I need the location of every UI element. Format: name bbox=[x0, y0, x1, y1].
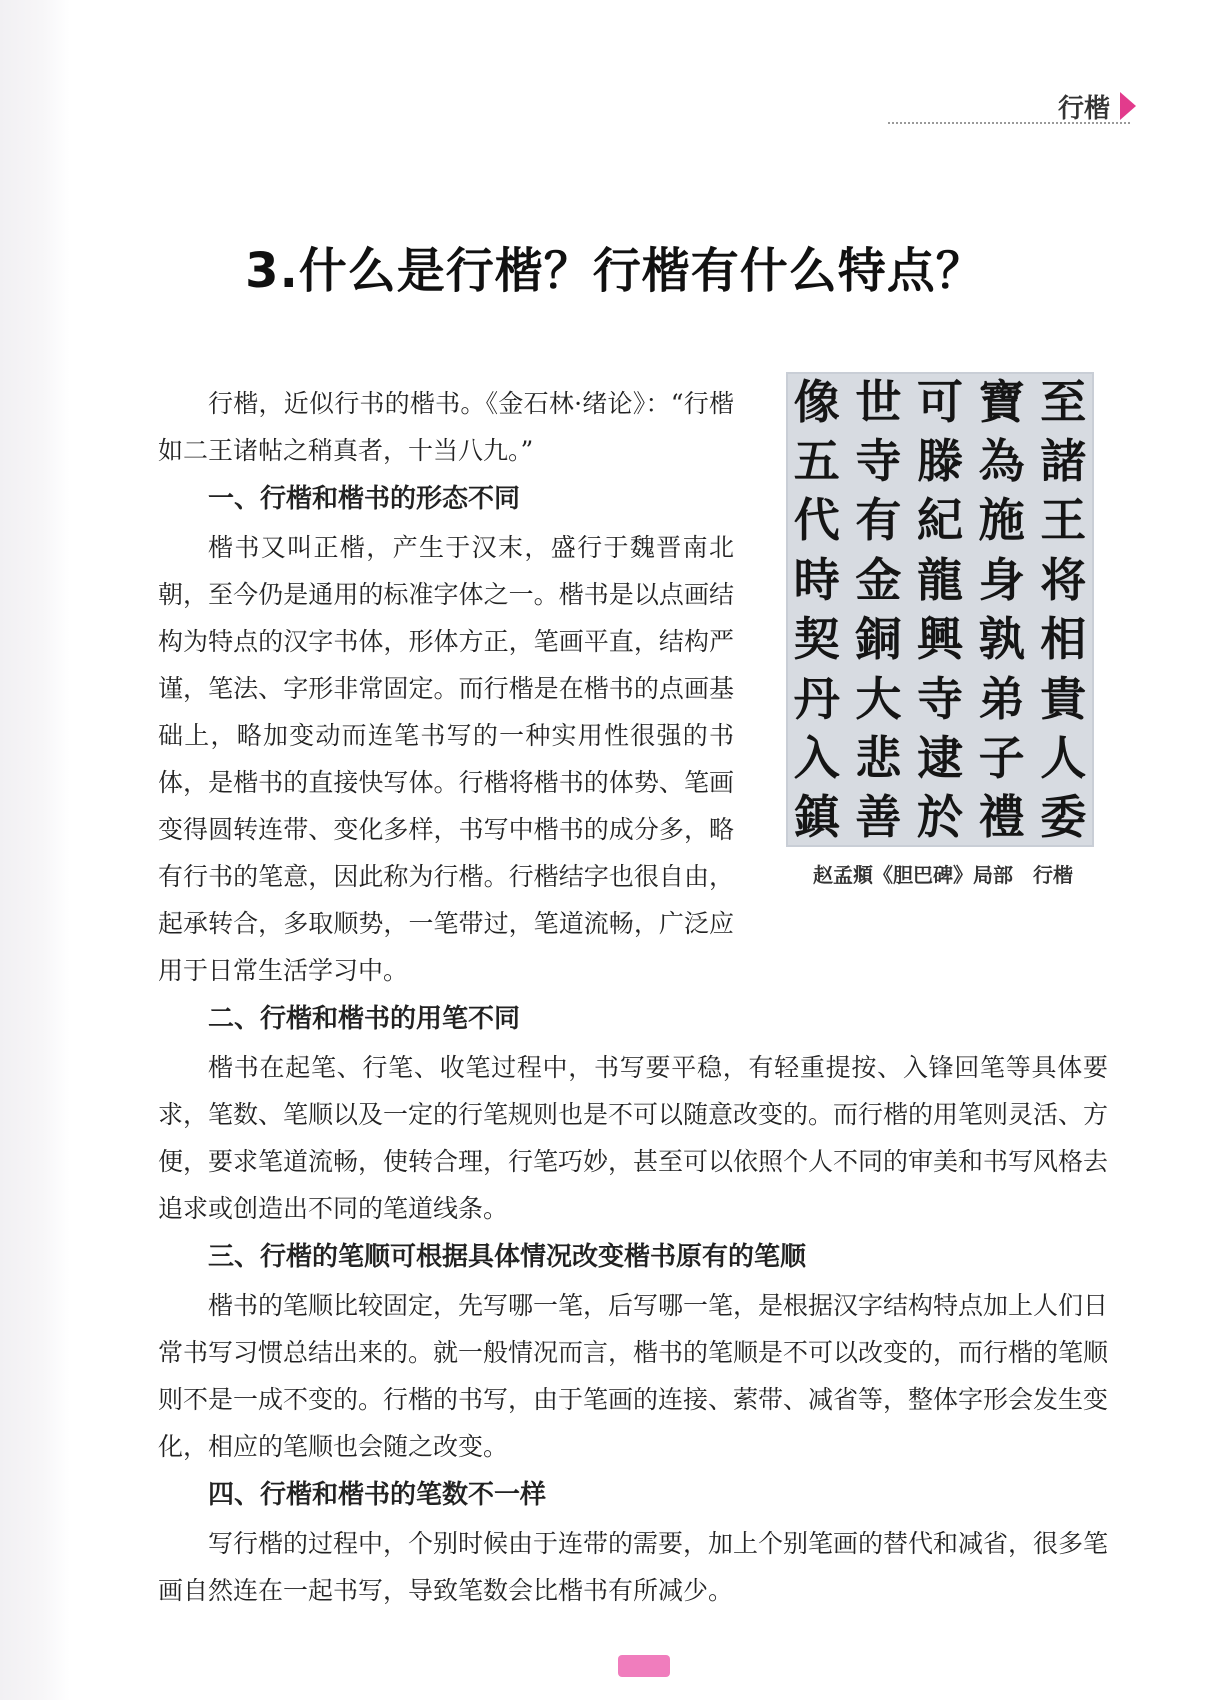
rubbing-character: 貴 bbox=[1040, 671, 1087, 726]
rubbing-character: 孰 bbox=[978, 612, 1025, 667]
rubbing-character: 龍 bbox=[916, 552, 963, 607]
figure-caption: 赵孟頫《胆巴碑》局部 行楷 bbox=[813, 863, 1073, 887]
section-heading: 三、行楷的笔顺可根据具体情况改变楷书原有的笔顺 bbox=[208, 1242, 807, 1272]
rubbing-character: 於 bbox=[916, 790, 963, 845]
section-heading: 二、行楷和楷书的用笔不同 bbox=[208, 1004, 521, 1034]
rubbing-character: 世 bbox=[855, 374, 902, 429]
rubbing-character: 寶 bbox=[978, 374, 1025, 429]
rubbing-character: 弟 bbox=[978, 671, 1025, 726]
rubbing-character: 寺 bbox=[916, 671, 963, 726]
rubbing-character: 時 bbox=[793, 552, 840, 607]
rubbing-character: 可 bbox=[916, 374, 963, 429]
rubbing-character: 施 bbox=[978, 493, 1025, 548]
rubbing-character: 身 bbox=[978, 552, 1025, 607]
rubbing-character: 逮 bbox=[916, 730, 963, 785]
rubbing-character: 諸 bbox=[1040, 434, 1087, 489]
rubbing-character: 有 bbox=[855, 493, 902, 548]
rubbing-character: 入 bbox=[793, 730, 840, 785]
rubbing-character: 大 bbox=[855, 671, 902, 726]
rubbing-character: 契 bbox=[793, 612, 840, 667]
rubbing-character: 王 bbox=[1040, 493, 1087, 548]
rubbing-character: 将 bbox=[1040, 552, 1087, 607]
rubbing-character: 禮 bbox=[978, 790, 1025, 845]
rubbing-character: 至 bbox=[1040, 374, 1087, 429]
rubbing-character: 善 bbox=[855, 790, 902, 845]
rubbing-character: 金 bbox=[855, 552, 902, 607]
section-heading: 四、行楷和楷书的笔数不一样 bbox=[208, 1480, 547, 1510]
rubbing-character: 興 bbox=[916, 612, 963, 667]
rubbing-character: 丹 bbox=[793, 671, 840, 726]
rubbing-character: 悲 bbox=[855, 730, 902, 785]
rubbing-character: 為 bbox=[978, 434, 1025, 489]
calligraphy-figure bbox=[778, 372, 1108, 887]
section-paragraph: 楷书的笔顺比较固定，先写哪一笔，后写哪一笔，是根据汉字结构特点加上人们日常书写习惯总结出来的。就一般情况而言，楷书的笔顺是不可以改变的，而行楷的笔顺则不是一成不变的。行楷的书写，由于笔画的连接、萦带、减省等，整体字形会发生变化，相应的笔顺也会随之改变。 bbox=[158, 1291, 1109, 1461]
rubbing-character: 人 bbox=[1040, 730, 1087, 785]
rubbing-character: 五 bbox=[793, 434, 840, 489]
intro-paragraph: 行楷，近似行书的楷书。《金石林·绪论》：“行楷如二王诸帖之稍真者，十当八九。” bbox=[158, 389, 734, 465]
rubbing-character: 寺 bbox=[855, 434, 902, 489]
rubbing-character: 鎮 bbox=[793, 790, 840, 845]
section-paragraph: 写行楷的过程中，个别时候由于连带的需要，加上个别笔画的替代和减省，很多笔画自然连在一起书写，导致笔数会比楷书有所减少。 bbox=[158, 1529, 1109, 1605]
rubbing-character: 委 bbox=[1040, 790, 1087, 845]
rubbing-character: 銅 bbox=[855, 612, 902, 667]
calligraphy-rubbing-image bbox=[786, 372, 1094, 847]
rubbing-character: 相 bbox=[1040, 612, 1087, 667]
chevron-right-icon bbox=[1120, 92, 1136, 120]
section-paragraph: 楷书在起笔、行笔、收笔过程中，书写要平稳，有轻重提按、入锋回笔等具体要求，笔数、笔顺以及一定的行笔规则也是不可以随意改变的。而行楷的用笔则灵活、方便，要求笔道流畅，使转合理，行笔巧妙，甚至可以依照个人不同的审美和书写风格去追求或创造出不同的笔道线条。 bbox=[158, 1053, 1109, 1223]
header-divider bbox=[888, 122, 1130, 124]
page-title: 3.什么是行楷？行楷有什么特点？ bbox=[245, 243, 985, 299]
page-number-tab bbox=[618, 1655, 670, 1677]
article-body bbox=[158, 374, 1109, 1614]
rubbing-character: 紀 bbox=[916, 493, 963, 548]
rubbing-character: 像 bbox=[793, 374, 840, 429]
section-heading: 一、行楷和楷书的形态不同 bbox=[208, 484, 521, 514]
rubbing-character: 滕 bbox=[916, 434, 963, 489]
running-header: 行楷 bbox=[1057, 94, 1110, 124]
section-paragraph: 楷书又叫正楷，产生于汉末，盛行于魏晋南北朝，至今仍是通用的标准字体之一。楷书是以点画结构为特点的汉字书体，形体方正，笔画平直，结构严谨，笔法、字形非常固定。而行楷是在楷书的点画基础上，略加变动而连笔书写的一种实用性很强的书体，是楷书的直接快写体。行楷将楷书的体势、笔画变得圆转连带、变化多样，书写中楷书的成分多，略有行书的笔意，因此称为行楷。行楷结字也很自由，起承转合，多取顺势，一笔带过，笔道流畅，广泛应用于日常生活学习中。 bbox=[158, 533, 734, 985]
rubbing-character: 子 bbox=[978, 730, 1025, 785]
rubbing-character: 代 bbox=[793, 493, 840, 548]
